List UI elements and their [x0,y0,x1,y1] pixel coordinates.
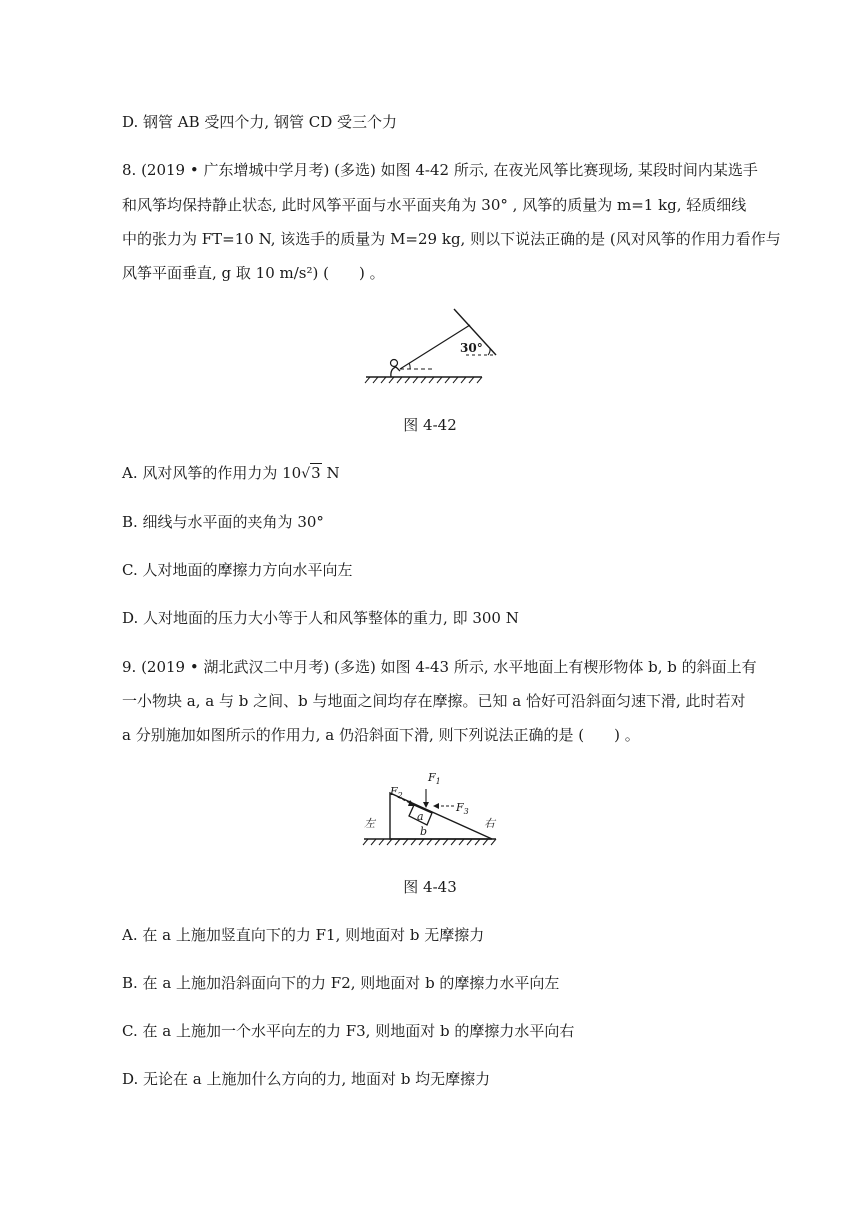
label-f1: $F_1$ [428,771,441,786]
q7-option-d: D. 钢管 AB 受四个力, 钢管 CD 受三个力 [122,113,397,131]
label-right: 右 [484,817,495,830]
q9-stem-line-2: 一小物块 a, a 与 b 之间、b 与地面之间均存在摩擦。已知 a 恰好可沿斜面匀速下滑, 此时若对 [122,692,746,710]
label-f3: $F_3$ [456,801,469,816]
label-f2: $F_2$ [390,785,403,800]
q8-option-a-unit: N [321,464,340,482]
q8-option-c: C. 人对地面的摩擦力方向水平向左 [122,561,353,579]
q9-option-d: D. 无论在 a 上施加什么方向的力, 地面对 b 均无摩擦力 [122,1070,491,1088]
q9-stem-line-1: 9. (2019 • 湖北武汉二中月考) (多选) 如图 4-43 所示, 水平地面上有楔形物体 b, b 的斜面上有 [122,658,757,676]
label-wedge-b: b [420,825,428,838]
q9-option-c: C. 在 a 上施加一个水平向左的力 F3, 则地面对 b 的摩擦力水平向右 [122,1022,575,1040]
q9-stem-line-3: a 分别施加如图所示的作用力, a 仍沿斜面下滑, 则下列说法正确的是 ( ) 。 [122,726,640,744]
label-left: 左 [364,817,375,830]
q8-option-b: B. 细线与水平面的夹角为 30° [122,513,324,531]
person-head [391,360,398,367]
q8-option-a-text: A. 风对风筝的作用力为 10 [122,464,302,482]
person-body [391,367,400,377]
figure-caption-4-43: 图 4-43 [403,878,457,896]
q8-option-a-radicand: 3 [311,464,321,482]
wedge-figure [360,765,500,847]
q8-stem-line-1: 8. (2019 • 广东增城中学月考) (多选) 如图 4-42 所示, 在夜光风筝比赛现场, 某段时间内某选手 [122,161,758,179]
q9-option-a: A. 在 a 上施加竖直向下的力 F1, 则地面对 b 无摩擦力 [122,926,485,944]
q8-stem-line-4: 风筝平面垂直, g 取 10 m/s²) ( ) 。 [122,264,385,282]
q8-option-d: D. 人对地面的压力大小等于人和风筝整体的重力, 即 300 N [122,609,519,627]
label-block-a: a [417,810,424,823]
wedge-b [390,793,492,839]
kite-angle-label: 30° [460,341,483,355]
q9-option-b: B. 在 a 上施加沿斜面向下的力 F2, 则地面对 b 的摩擦力水平向左 [122,974,560,992]
q8-stem-line-2: 和风筝均保持静止状态, 此时风筝平面与水平面夹角为 30° , 风筝的质量为 m=1 kg, 轻质细线 [122,196,747,214]
figure-caption-4-42: 图 4-42 [403,416,457,434]
q8-stem-line-3: 中的张力为 FT=10 N, 该选手的质量为 M=29 kg, 则以下说法正确的是 (风对风筝的作用力看作与 [122,230,781,248]
q8-option-a: A. 风对风筝的作用力为 10√3 N [122,464,340,482]
kite-figure [360,305,500,385]
